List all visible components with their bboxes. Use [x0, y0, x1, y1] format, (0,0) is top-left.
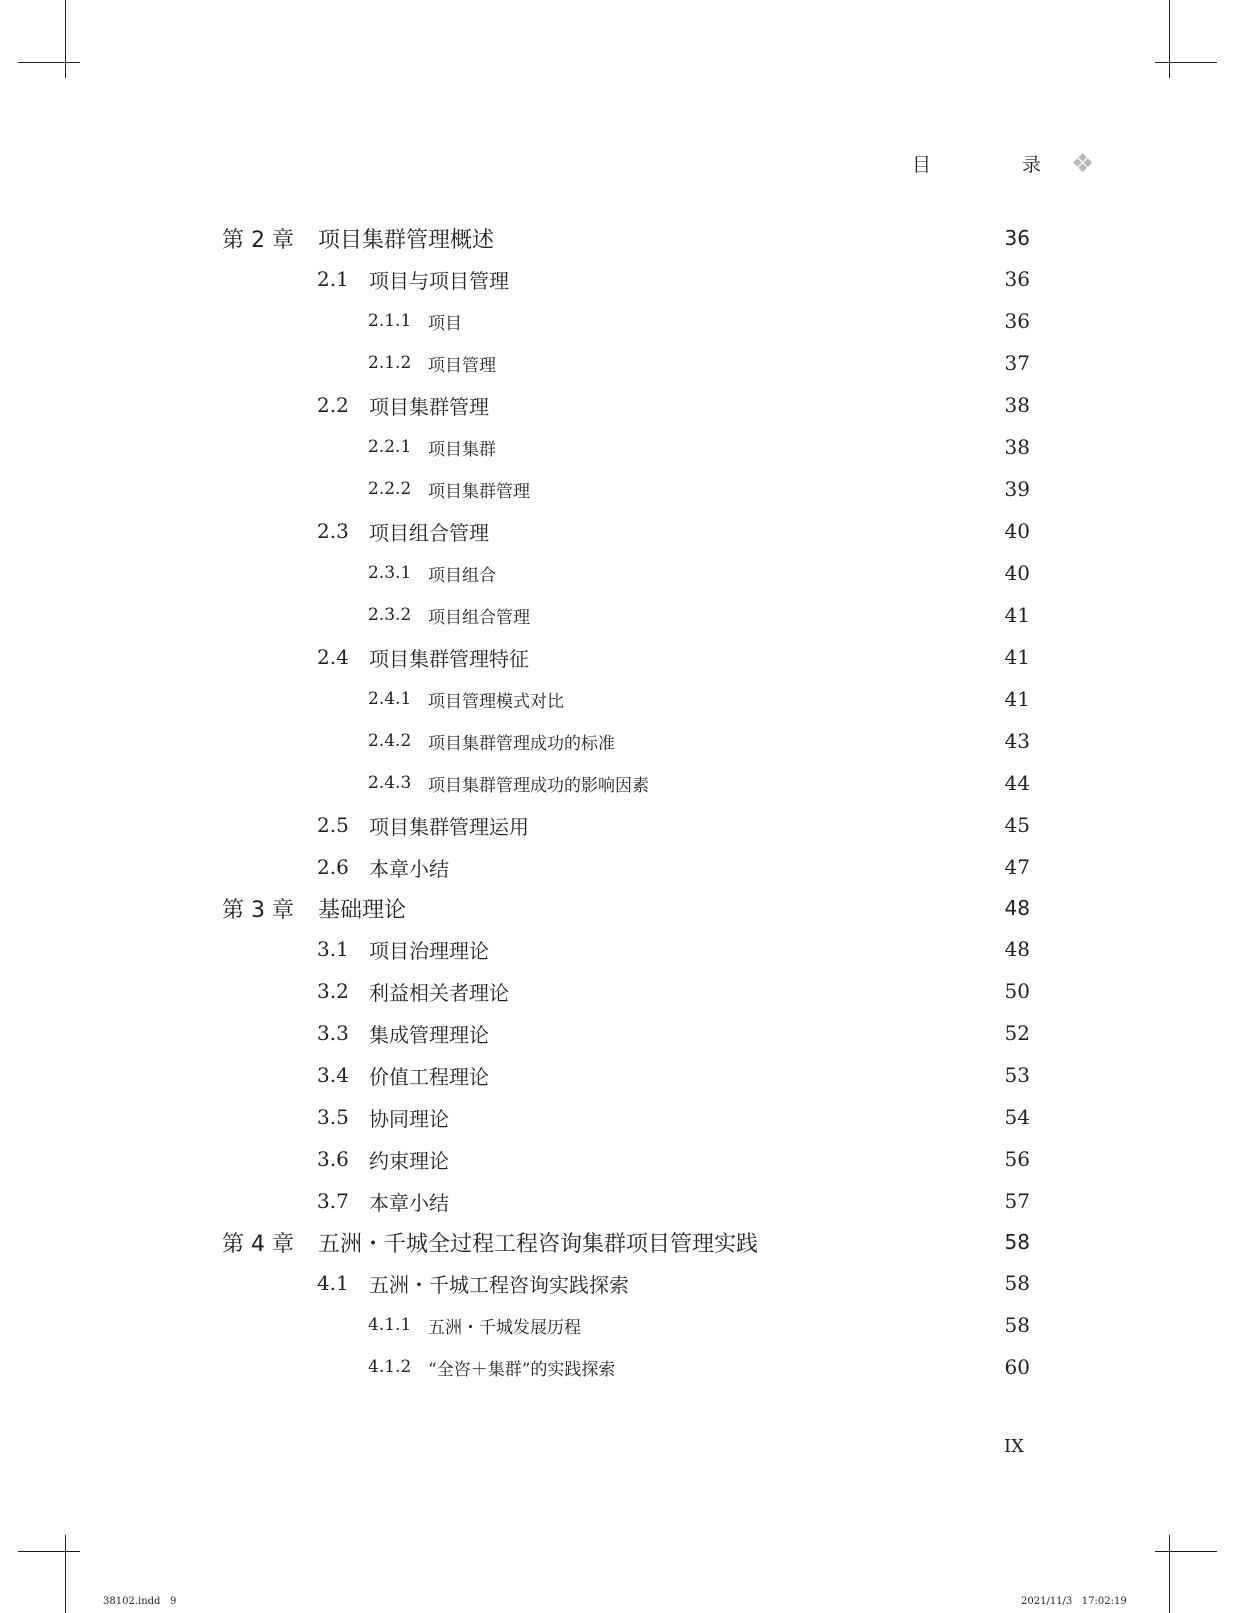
toc-entry-page: 48 — [1004, 937, 1030, 961]
table-of-contents — [222, 218, 1030, 1388]
toc-entry-page: 43 — [1004, 729, 1030, 753]
toc-entry-title: 项目集群管理概述 — [318, 227, 495, 253]
toc-entry-title: 项目集群管理成功的影响因素 — [428, 775, 649, 796]
toc-entry-title: 本章小结 — [369, 856, 449, 881]
toc-entry-section — [222, 1262, 1030, 1304]
toc-entry-number: 2.4.2 — [368, 731, 412, 751]
diamond-cluster-icon: ❖ — [1071, 148, 1095, 179]
toc-entry-number: 4.1.1 — [368, 1315, 412, 1335]
toc-entry-number: 第 4 章 — [222, 1231, 294, 1257]
toc-entry-page: 56 — [1004, 1147, 1030, 1171]
toc-entry-page: 58 — [1004, 1271, 1030, 1295]
toc-entry-chapter — [222, 1222, 1030, 1262]
toc-entry-title: “全咨＋集群”的实践探索 — [428, 1359, 616, 1380]
toc-entry-section — [222, 970, 1030, 1012]
running-head-title: 目 录 — [912, 154, 1078, 176]
toc-entry-subsection — [222, 342, 1030, 384]
toc-entry-title: 约束理论 — [369, 1148, 449, 1173]
crop-mark-top-left-v — [65, 0, 66, 78]
toc-entry-title: 利益相关者理论 — [369, 980, 509, 1005]
toc-entry-number: 2.6 — [317, 855, 349, 879]
toc-entry-page: 40 — [1004, 519, 1030, 543]
toc-entry-page: 36 — [1004, 267, 1030, 291]
toc-entry-number: 3.3 — [317, 1021, 349, 1045]
toc-entry-number: 第 3 章 — [222, 897, 294, 923]
toc-entry-number: 2.4.1 — [368, 689, 412, 709]
toc-entry-number: 2.1 — [317, 267, 349, 291]
toc-entry-title: 项目集群管理 — [428, 481, 530, 502]
toc-entry-title: 项目管理模式对比 — [428, 691, 564, 712]
toc-entry-number: 2.3 — [317, 519, 349, 543]
running-head — [912, 150, 1094, 177]
toc-entry-number: 2.2.1 — [368, 437, 412, 457]
toc-entry-title: 项目集群管理特征 — [369, 646, 529, 671]
toc-entry-page: 48 — [1004, 896, 1030, 920]
toc-entry-page: 58 — [1004, 1230, 1030, 1254]
toc-entry-number: 2.5 — [317, 813, 349, 837]
slug-timestamp: 2021/11/3 17:02:19 — [1021, 1596, 1127, 1607]
toc-entry-subsection — [222, 594, 1030, 636]
toc-entry-subsection — [222, 762, 1030, 804]
toc-entry-page: 37 — [1004, 351, 1030, 375]
toc-entry-title: 本章小结 — [369, 1190, 449, 1215]
toc-entry-title: 项目集群管理成功的标准 — [428, 733, 615, 754]
toc-entry-page: 44 — [1004, 771, 1030, 795]
toc-entry-number: 2.1.2 — [368, 353, 412, 373]
toc-entry-number: 2.2.2 — [368, 479, 412, 499]
crop-mark-top-right-h — [1155, 62, 1217, 63]
toc-entry-number: 2.3.2 — [368, 605, 412, 625]
toc-entry-number: 2.3.1 — [368, 563, 412, 583]
toc-entry-section — [222, 1096, 1030, 1138]
toc-entry-section — [222, 1012, 1030, 1054]
toc-entry-title: 项目 — [428, 313, 462, 334]
toc-entry-page: 53 — [1004, 1063, 1030, 1087]
toc-entry-section — [222, 384, 1030, 426]
toc-entry-number: 3.2 — [317, 979, 349, 1003]
toc-entry-chapter — [222, 218, 1030, 258]
toc-entry-title: 项目治理理论 — [369, 938, 489, 963]
toc-entry-page: 38 — [1004, 393, 1030, 417]
toc-entry-title: 五洲・千城工程咨询实践探索 — [369, 1272, 629, 1297]
toc-entry-number: 2.4.3 — [368, 773, 412, 793]
toc-entry-section — [222, 928, 1030, 970]
toc-entry-subsection — [222, 552, 1030, 594]
toc-entry-number: 3.7 — [317, 1189, 349, 1213]
toc-entry-page: 52 — [1004, 1021, 1030, 1045]
toc-entry-subsection — [222, 426, 1030, 468]
toc-entry-title: 项目组合 — [428, 565, 496, 586]
toc-entry-number: 第 2 章 — [222, 227, 294, 253]
toc-entry-subsection — [222, 1304, 1030, 1346]
toc-entry-section — [222, 1138, 1030, 1180]
toc-entry-section — [222, 846, 1030, 888]
toc-entry-page: 57 — [1004, 1189, 1030, 1213]
toc-entry-page: 36 — [1004, 226, 1030, 250]
toc-entry-page: 36 — [1004, 309, 1030, 333]
toc-entry-page: 58 — [1004, 1313, 1030, 1337]
toc-entry-title: 项目集群管理 — [369, 394, 489, 419]
crop-mark-bottom-right-v — [1169, 1535, 1170, 1613]
toc-entry-title: 五洲・千城全过程工程咨询集群项目管理实践 — [318, 1231, 759, 1257]
toc-entry-number: 3.1 — [317, 937, 349, 961]
toc-entry-section — [222, 1054, 1030, 1096]
toc-entry-section — [222, 258, 1030, 300]
toc-entry-section — [222, 1180, 1030, 1222]
toc-entry-subsection — [222, 720, 1030, 762]
toc-entry-page: 39 — [1004, 477, 1030, 501]
crop-mark-bottom-right-h — [1155, 1551, 1217, 1552]
toc-entry-page: 40 — [1004, 561, 1030, 585]
toc-entry-page: 41 — [1004, 687, 1030, 711]
slug-file-name: 38102.indd 9 — [103, 1596, 177, 1607]
toc-entry-section — [222, 510, 1030, 552]
toc-entry-number: 2.1.1 — [368, 311, 412, 331]
toc-entry-number: 4.1 — [317, 1271, 349, 1295]
toc-entry-page: 45 — [1004, 813, 1030, 837]
toc-entry-title: 项目集群 — [428, 439, 496, 460]
toc-entry-title: 项目管理 — [428, 355, 496, 376]
crop-mark-top-left-h — [18, 62, 80, 63]
toc-entry-page: 54 — [1004, 1105, 1030, 1129]
toc-entry-number: 2.4 — [317, 645, 349, 669]
toc-entry-title: 基础理论 — [318, 897, 407, 923]
toc-entry-number: 3.5 — [317, 1105, 349, 1129]
toc-entry-section — [222, 804, 1030, 846]
toc-entry-title: 集成管理理论 — [369, 1022, 489, 1047]
toc-entry-title: 项目组合管理 — [428, 607, 530, 628]
toc-entry-title: 项目集群管理运用 — [369, 814, 529, 839]
toc-entry-title: 项目与项目管理 — [369, 268, 509, 293]
page-number: IX — [1004, 1436, 1024, 1457]
toc-entry-subsection — [222, 468, 1030, 510]
crop-mark-bottom-left-v — [65, 1535, 66, 1613]
crop-mark-top-right-v — [1169, 0, 1170, 78]
toc-entry-number: 3.6 — [317, 1147, 349, 1171]
toc-entry-number: 2.2 — [317, 393, 349, 417]
toc-entry-number: 4.1.2 — [368, 1357, 412, 1377]
toc-entry-section — [222, 636, 1030, 678]
toc-entry-page: 60 — [1004, 1355, 1030, 1379]
crop-mark-bottom-left-h — [18, 1551, 80, 1552]
toc-entry-title: 五洲・千城发展历程 — [428, 1317, 581, 1338]
toc-entry-chapter — [222, 888, 1030, 928]
toc-entry-subsection — [222, 1346, 1030, 1388]
toc-entry-title: 价值工程理论 — [369, 1064, 489, 1089]
toc-entry-subsection — [222, 678, 1030, 720]
toc-entry-page: 47 — [1004, 855, 1030, 879]
toc-entry-title: 协同理论 — [369, 1106, 449, 1131]
toc-entry-page: 41 — [1004, 603, 1030, 627]
toc-entry-title: 项目组合管理 — [369, 520, 489, 545]
toc-entry-subsection — [222, 300, 1030, 342]
toc-entry-page: 50 — [1004, 979, 1030, 1003]
toc-entry-number: 3.4 — [317, 1063, 349, 1087]
toc-entry-page: 38 — [1004, 435, 1030, 459]
toc-entry-page: 41 — [1004, 645, 1030, 669]
